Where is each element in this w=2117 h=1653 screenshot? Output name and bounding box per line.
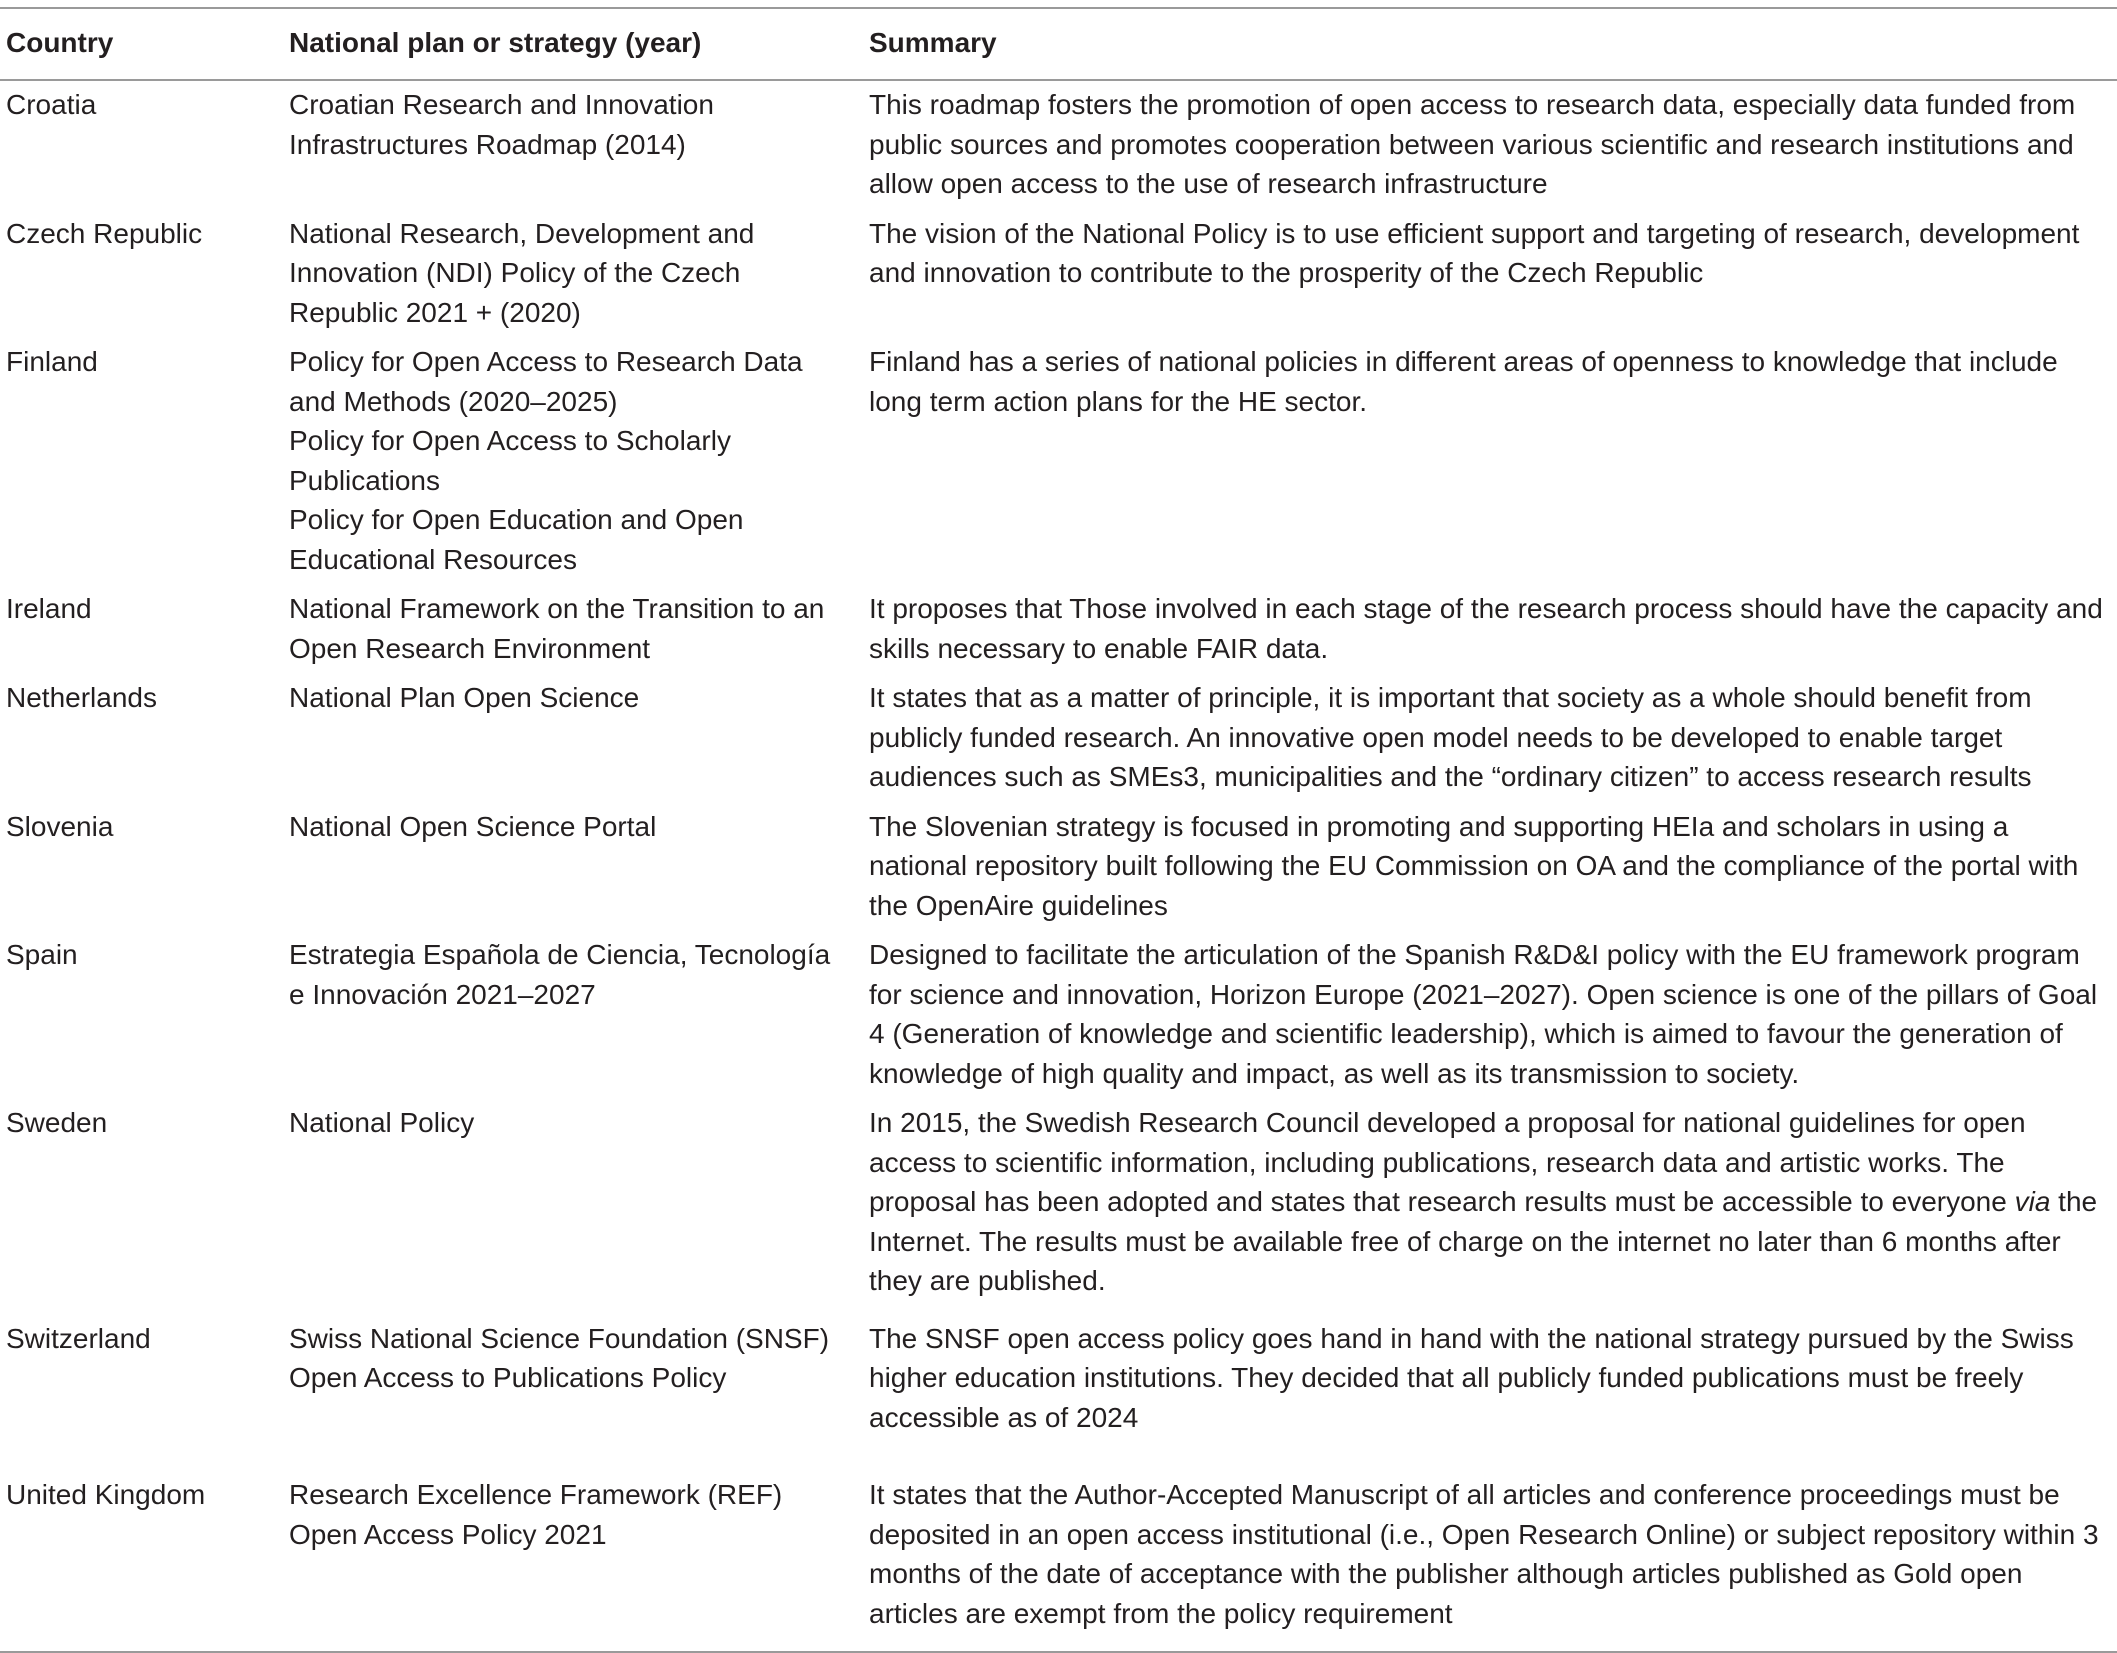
header-country: Country [0, 8, 283, 80]
plan-cell [283, 1307, 863, 1468]
header-row [0, 8, 2117, 80]
table-row [0, 1307, 2117, 1468]
table-row [0, 803, 2117, 932]
plan-item: Swiss National Science Foundation (SNSF) Open Access to Publications Policy [289, 1322, 830, 1393]
country-cell: Finland [6, 346, 98, 377]
plan-item: National Plan Open Science [289, 682, 640, 713]
plan-item: Policy for Open Access to Scholarly Publications [289, 425, 731, 496]
country-cell: United Kingdom [0, 1467, 283, 1652]
summary-cell [863, 338, 2117, 585]
country-cell: Ireland [6, 593, 92, 624]
plan-cell [283, 585, 863, 674]
country-cell: Slovenia [6, 810, 114, 842]
summary-text: It proposes that Those involved in each stage of the research process should have the capacity and skills necessary to enable FAIR data. [869, 593, 2103, 664]
table-row [0, 585, 2117, 674]
country-cell: Switzerland [6, 1322, 151, 1354]
summary-emphasis: via [2014, 1186, 2051, 1217]
plan-cell [283, 803, 863, 932]
summary-cell [863, 1307, 2117, 1468]
summary-cell [863, 585, 2117, 674]
plan-cell [283, 80, 863, 210]
plan-item: National Research, Development and Innovation (NDI) Policy of the Czech Republic 2021 + (2020) [289, 217, 755, 328]
plan-cell [283, 1099, 863, 1307]
table-body [0, 80, 2117, 1652]
summary-text: In 2015, the Swedish Research Council developed a proposal for national guidelines for open access to scientific information, including publications, research data and artistic works. The proposal has been adopted and states that research results must be accessible to everyone [869, 1107, 2026, 1217]
summary-cell [863, 210, 2117, 339]
plan-item: National Policy [289, 1107, 475, 1138]
header-plan: National plan or strategy (year) [283, 8, 863, 80]
summary-text: This roadmap fosters the promotion of open access to research data, especially data funded from public sources and promotes cooperation between various scientific and research institutions and allow open access to the use of research infrastructure [869, 89, 2076, 199]
plan-cell [283, 1467, 863, 1652]
policy-table-container [0, 7, 2117, 1653]
header-summary: Summary [863, 8, 2117, 80]
summary-text-continued: the Internet. The results must be available free of charge on the internet no later than 6 months after they are published. [869, 1186, 2098, 1296]
plan-item: Policy for Open Access to Research Data and Methods (2020–2025) [289, 346, 803, 417]
summary-text: Designed to facilitate the articulation of the Spanish R&D&I policy with the EU framework program for science and innovation, Horizon Europe (2021–2027). Open science is one of the pillars of Goal 4 (Generation of knowledge and scientific leadership), which is aimed to favour the generation of knowledge of high quality and impact, as well as its transmission to society. [869, 939, 2098, 1089]
plan-cell [283, 210, 863, 339]
national-open-science-policy-table [0, 7, 2117, 1653]
table-row [0, 674, 2117, 803]
plan-item: Croatian Research and Innovation Infrastructures Roadmap (2014) [289, 89, 714, 160]
plan-item: Policy for Open Education and Open Educational Resources [289, 504, 744, 575]
summary-text: It states that as a matter of principle, it is important that society as a whole should benefit from publicly funded research. An innovative open model needs to be developed to enable target audiences such as SMEs3, municipalities and the “ordinary citizen” to access research results [869, 682, 2032, 792]
table-row [0, 338, 2117, 585]
table-row [0, 210, 2117, 339]
table-row [0, 1099, 2117, 1307]
summary-cell [863, 803, 2117, 932]
table-row [0, 931, 2117, 1099]
summary-cell [863, 80, 2117, 210]
plan-item: National Framework on the Transition to an Open Research Environment [289, 593, 825, 664]
country-cell: Czech Republic [6, 217, 203, 249]
plan-item: National Open Science Portal [289, 810, 657, 842]
summary-cell [863, 931, 2117, 1099]
summary-cell [863, 674, 2117, 803]
country-cell: Netherlands [6, 682, 157, 713]
plan-cell [283, 338, 863, 585]
summary-cell [863, 1467, 2117, 1652]
summary-text: Finland has a series of national policies in different areas of openness to knowledge that include long term action plans for the HE sector. [869, 346, 2058, 417]
country-cell: Spain [6, 939, 78, 970]
table-row [0, 1467, 2117, 1652]
plan-cell [283, 931, 863, 1099]
summary-text: It states that the Author-Accepted Manuscript of all articles and conference proceedings must be deposited in an open access institutional (i.e., Open Research Online) or subject repository within 3 months of the date of acceptance with the publisher although articles published as Gold open articles are exempt from the policy requirement [869, 1479, 2099, 1629]
country-cell: Sweden [6, 1107, 108, 1138]
country-cell: Croatia [6, 89, 97, 120]
summary-cell [863, 1099, 2117, 1307]
table-header [0, 8, 2117, 80]
plan-item: Estrategia Española de Ciencia, Tecnología e Innovación 2021–2027 [289, 939, 831, 1010]
summary-text: The Slovenian strategy is focused in promoting and supporting HEIa and scholars in using a national repository built following the EU Commission on OA and the compliance of the portal with the OpenAire guidelines [869, 810, 2079, 921]
summary-text: The SNSF open access policy goes hand in hand with the national strategy pursued by the Swiss higher education institutions. They decided that all publicly funded publications must be freely accessible as of 2024 [869, 1322, 2074, 1433]
plan-item: Research Excellence Framework (REF) Open Access Policy 2021 [289, 1479, 783, 1550]
table-row [0, 80, 2117, 210]
summary-text: The vision of the National Policy is to use efficient support and targeting of research, development and innovation to contribute to the prosperity of the Czech Republic [869, 217, 2080, 288]
plan-cell [283, 674, 863, 803]
